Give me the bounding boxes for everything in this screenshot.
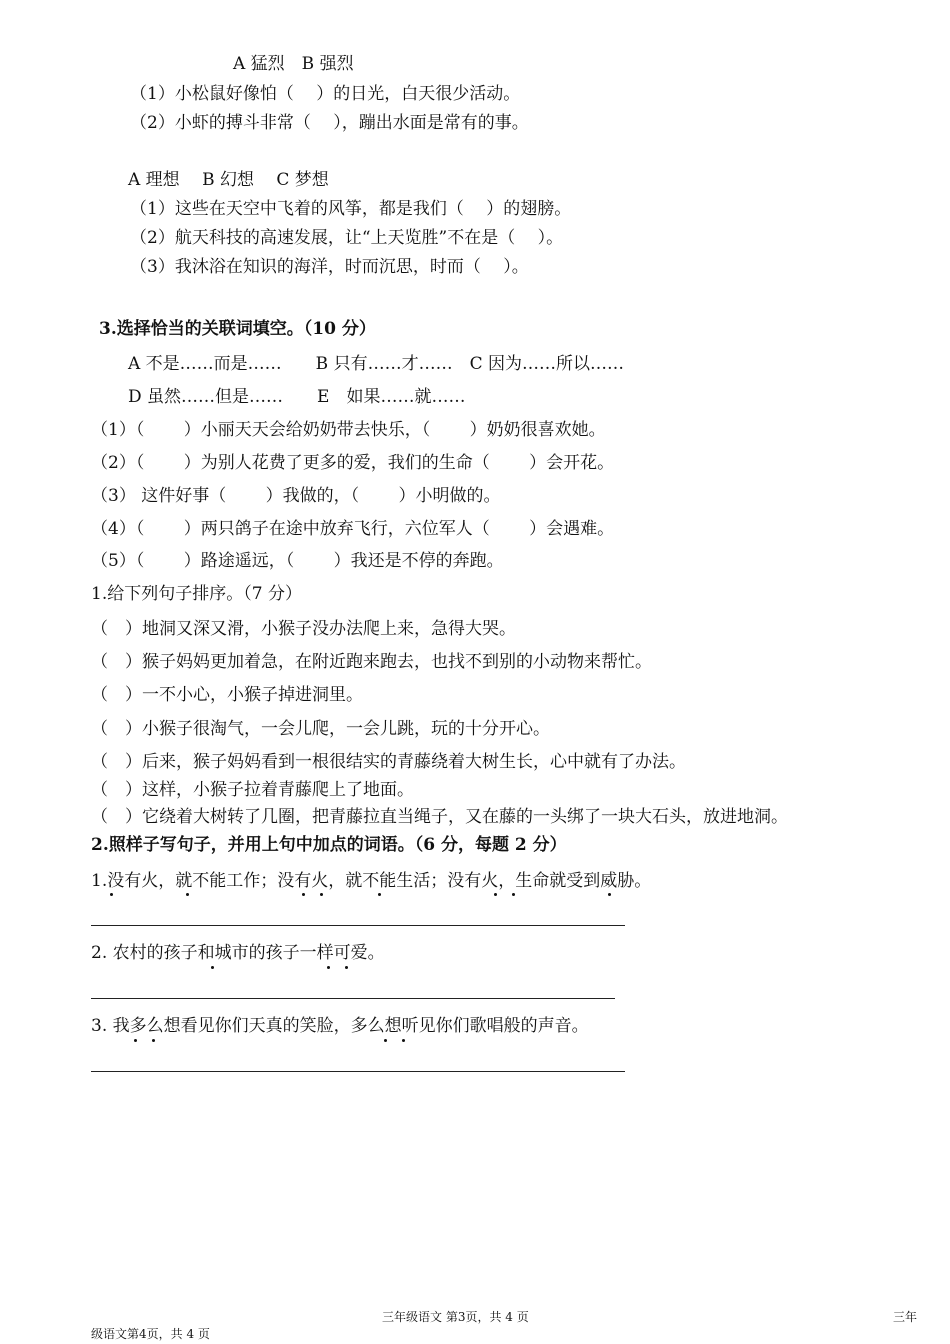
ordering-item: （ ）猴子妈妈更加着急，在附近跑来跑去，也找不到别的小动物来帮忙。 (91, 652, 652, 672)
ordering-item: （ ）小猴子很淘气，一会儿爬，一会儿跳，玩的十分开心。 (91, 719, 550, 739)
page-footer-right: 三年 (893, 1310, 918, 1324)
emphasis-dot (302, 893, 305, 896)
conjunction-item: （1）（ ）小丽天天会给奶奶带去快乐，（ ）奶奶很喜欢她。 (91, 420, 606, 440)
conjunction-item: （3） 这件好事（ ）我做的，（ ）小明做的。 (91, 486, 501, 506)
emphasis-dot (110, 893, 113, 896)
choice-item: （2）航天科技的高速发展，让“上天览胜”不在是（ ）。 (130, 228, 564, 248)
imitate-example-sentence: 3. 我多么想看见你们天真的笑脸，多么想听见你们歌唱般的声音。 (91, 1016, 589, 1036)
conjunction-item: （2）（ ）为别人花费了更多的爱，我们的生命（ ）会开花。 (91, 453, 615, 473)
emphasis-dot (134, 1039, 137, 1042)
conjunction-options-2: D 虽然……但是…… E 如果……就…… (128, 387, 466, 407)
ordering-item: （ ）后来，猴子妈妈看到一根很结实的青藤绕着大树生长，心中就有了办法。 (91, 752, 686, 772)
emphasis-dot (327, 966, 330, 969)
answer-line[interactable] (91, 925, 625, 926)
answer-line[interactable] (91, 1071, 625, 1072)
ordering-item: （ ）地洞又深又滑，小猴子没办法爬上来，急得大哭。 (91, 619, 516, 639)
emphasis-dot (378, 893, 381, 896)
emphasis-dot (608, 893, 611, 896)
page-footer-left: 级语文第4页，共 4 页 (91, 1327, 210, 1341)
section-heading-ordering: 1.给下列句子排序。（7 分） (91, 584, 302, 604)
conjunction-item: （4）（ ）两只鸽子在途中放弃飞行，六位军人（ ）会遇难。 (91, 519, 615, 539)
conjunction-options-1: A 不是……而是…… B 只有……才…… C 因为……所以…… (128, 354, 624, 374)
ordering-item: （ ）它绕着大树转了几圈，把青藤拉直当绳子，又在藤的一头绑了一块大石头，放进地洞。 (91, 807, 788, 827)
choice-item: （1）小松鼠好像怕（ ）的日光，白天很少活动。 (130, 84, 521, 104)
emphasis-dot (402, 1039, 405, 1042)
conjunction-item: （5）（ ）路途遥远，（ ）我还是不停的奔跑。 (91, 551, 504, 571)
section-heading-imitate: 2.照样子写句子，并用上句中加点的词语。（6 分，每题 2 分） (91, 835, 567, 855)
ordering-item: （ ）这样，小猴子拉着青藤爬上了地面。 (91, 780, 414, 800)
emphasis-dot (494, 893, 497, 896)
ordering-item: （ ）一不小心，小猴子掉进洞里。 (91, 685, 363, 705)
imitate-example-sentence: 2. 农村的孩子和城市的孩子一样可爱。 (91, 943, 385, 963)
emphasis-dot (384, 1039, 387, 1042)
choice-item: （2）小虾的搏斗非常（ ），蹦出水面是常有的事。 (130, 113, 529, 133)
choice-options-2: A 理想 B 幻想 C 梦想 (128, 170, 329, 190)
page-footer-center: 三年级语文 第3页，共 4 页 (382, 1310, 529, 1324)
emphasis-dot (186, 893, 189, 896)
imitate-example-sentence: 1.没有火，就不能工作；没有火，就不能生活；没有火，生命就受到威胁。 (91, 871, 652, 891)
emphasis-dot (152, 1039, 155, 1042)
emphasis-dot (345, 966, 348, 969)
emphasis-dot (211, 966, 214, 969)
choice-options-1: A 猛烈 B 强烈 (233, 54, 354, 74)
choice-item: （3）我沐浴在知识的海洋，时而沉思，时而（ ）。 (130, 257, 529, 277)
emphasis-dot (512, 893, 515, 896)
choice-item: （1）这些在天空中飞着的风筝，都是我们（ ）的翅膀。 (130, 199, 572, 219)
emphasis-dot (320, 893, 323, 896)
section-heading-conjunctions: 3.选择恰当的关联词填空。（10 分） (99, 319, 376, 339)
answer-line[interactable] (91, 998, 615, 999)
